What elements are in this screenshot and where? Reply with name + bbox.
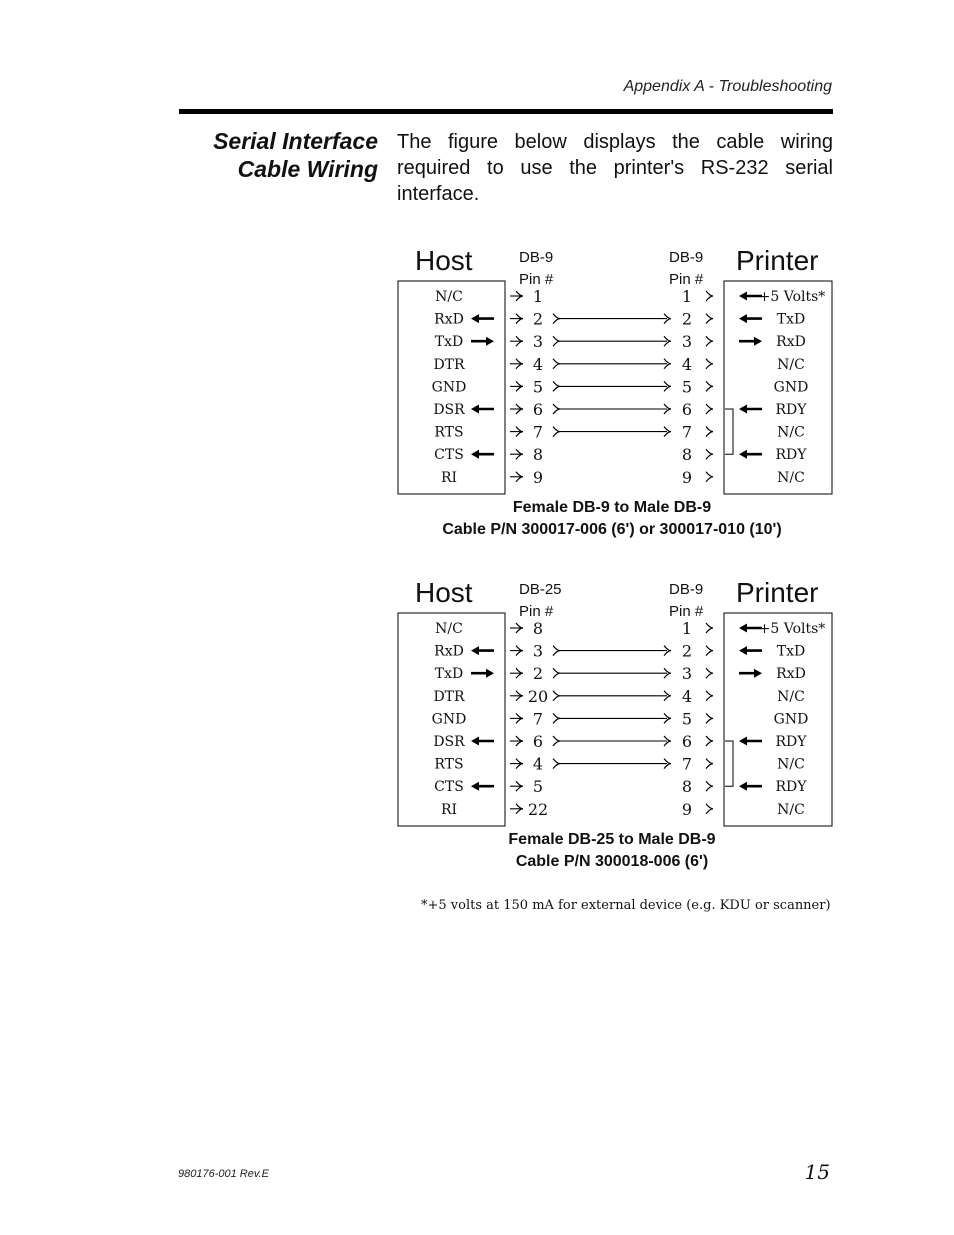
printer-pin-number: 8	[681, 445, 693, 465]
printer-signal-arrow-head	[754, 669, 762, 678]
printer-signal-label: RDY	[775, 402, 807, 418]
printer-signal-label: GND	[773, 711, 809, 728]
host-pin-number: 5	[532, 777, 544, 797]
printer-pin-chevron	[706, 623, 713, 633]
printer-pin-number: 1	[681, 619, 693, 638]
host-signal-arrow-head	[471, 782, 479, 791]
host-signal-label: GND	[431, 379, 467, 396]
printer-pin-number: 2	[681, 641, 693, 661]
printer-jumper	[725, 409, 733, 454]
printer-signal-label: RDY	[775, 447, 807, 464]
section-title-line-1: Serial Interface	[213, 128, 378, 154]
printer-title: Printer	[736, 577, 819, 608]
printer-pin-chevron	[706, 804, 713, 814]
host-signal-label: TxD	[434, 666, 464, 683]
printer-signal-label: N/C	[777, 688, 805, 705]
wire-start-chevron	[553, 646, 560, 656]
printer-signal-label: TxD	[776, 311, 806, 328]
page-header-title: Appendix A - Troubleshooting	[623, 78, 832, 95]
printer-signal-label: RDY	[775, 779, 807, 796]
printer-pin-chevron	[706, 668, 713, 678]
host-pin-number: 7	[532, 709, 544, 729]
cable-caption-line-1: Female DB-9 to Male DB-9	[512, 499, 712, 516]
host-pin-number: 6	[532, 732, 544, 751]
intro-paragraph: The figure below displays the cable wiring required to use the printer's RS-232 serial interface.	[397, 131, 833, 205]
printer-signal-arrow-head	[739, 405, 747, 414]
wire-start-chevron	[553, 336, 560, 346]
printer-signal-label: N/C	[777, 469, 805, 486]
printer-pin-number: 1	[681, 287, 693, 306]
host-signal-label: CTS	[434, 779, 464, 796]
printer-connector-label: DB-9	[669, 581, 704, 598]
printer-pin-number: 5	[681, 709, 693, 729]
host-signal-label: RTS	[434, 424, 464, 441]
host-pin-number: 4	[532, 354, 544, 374]
host-pin-number: 7	[532, 422, 544, 442]
wire-start-chevron	[553, 668, 560, 678]
printer-signal-label: TxD	[776, 643, 806, 660]
host-signal-label: RI	[440, 801, 458, 818]
printer-connector-label: DB-9	[669, 249, 704, 266]
host-pin-number: 3	[532, 332, 544, 352]
host-pin-number: 3	[532, 641, 544, 661]
printer-pin-number: 7	[681, 422, 693, 442]
host-signal-label: DSR	[433, 734, 465, 750]
host-signal-label: TxD	[434, 334, 464, 351]
printer-pin-number: 2	[681, 309, 693, 329]
host-pin-number: 8	[532, 619, 544, 638]
host-signal-arrow-head	[471, 450, 479, 459]
printer-signal-arrow-head	[739, 292, 747, 301]
printer-pin-chevron	[706, 472, 713, 482]
host-pin-number: 6	[532, 400, 544, 419]
printer-signal-label: +5 Volts*	[758, 621, 826, 637]
printer-pin-header: Pin #	[669, 271, 704, 288]
printer-signal-label: RDY	[775, 734, 807, 750]
host-signal-arrow-head	[486, 669, 494, 678]
printer-pin-chevron	[706, 381, 713, 391]
host-signal-label: DTR	[433, 688, 465, 705]
printer-signal-arrow-head	[754, 337, 762, 346]
printer-signal-label: RxD	[776, 666, 806, 683]
wire-start-chevron	[553, 691, 560, 701]
printer-signal-label: N/C	[777, 424, 805, 441]
host-signal-label: RI	[440, 469, 458, 486]
host-signal-label: GND	[431, 711, 467, 728]
printer-pin-chevron	[706, 691, 713, 701]
printer-signal-label: N/C	[777, 756, 805, 773]
host-pin-number: 2	[532, 664, 544, 684]
cable-caption-line-1: Female DB-25 to Male DB-9	[508, 831, 716, 848]
wire-start-chevron	[553, 736, 560, 746]
host-pin-number: 1	[532, 287, 544, 306]
host-title: Host	[415, 245, 473, 276]
printer-pin-number: 6	[681, 732, 693, 751]
host-pin-number: 20	[527, 686, 549, 706]
host-signal-label: N/C	[435, 289, 463, 305]
cable-caption-line-2: Cable P/N 300017-006 (6') or 300017-010 (10')	[442, 521, 782, 538]
document-number: 980176-001 Rev.E	[178, 1168, 269, 1180]
host-pin-number: 5	[532, 377, 544, 397]
section-title-line-2: Cable Wiring	[237, 156, 378, 182]
wire-start-chevron	[553, 359, 560, 369]
host-connector-label: DB-25	[519, 581, 562, 598]
printer-pin-number: 7	[681, 754, 693, 774]
printer-pin-chevron	[706, 713, 713, 723]
footnote: *+5 volts at 150 mA for external device (e.g. KDU or scanner)	[421, 898, 831, 913]
printer-pin-chevron	[706, 736, 713, 746]
cable-caption-line-2: Cable P/N 300018-006 (6')	[515, 853, 709, 870]
printer-signal-label: +5 Volts*	[758, 289, 826, 305]
printer-pin-number: 8	[681, 777, 693, 797]
printer-pin-chevron	[706, 427, 713, 437]
host-signal-arrow-head	[471, 405, 479, 414]
printer-pin-number: 3	[681, 664, 693, 684]
host-signal-label: RTS	[434, 756, 464, 773]
printer-pin-number: 4	[681, 354, 693, 374]
wire-start-chevron	[553, 404, 560, 414]
printer-signal-arrow-head	[739, 314, 747, 323]
host-signal-label: DSR	[433, 402, 465, 418]
wire-start-chevron	[553, 314, 560, 324]
section-title	[213, 127, 378, 183]
host-pin-number: 4	[532, 754, 544, 774]
host-signal-label: N/C	[435, 621, 463, 637]
wire-start-chevron	[553, 759, 560, 769]
printer-title: Printer	[736, 245, 819, 276]
printer-pin-number: 9	[681, 799, 693, 819]
printer-pin-number: 4	[681, 686, 693, 706]
printer-signal-arrow-head	[739, 646, 747, 655]
printer-pin-number: 6	[681, 400, 693, 419]
host-pin-header: Pin #	[519, 603, 554, 620]
printer-signal-label: GND	[773, 379, 809, 396]
printer-pin-number: 9	[681, 467, 693, 487]
host-pin-number: 22	[527, 799, 549, 819]
printer-signal-label: RxD	[776, 334, 806, 351]
printer-pin-chevron	[706, 359, 713, 369]
printer-pin-header: Pin #	[669, 603, 704, 620]
printer-jumper	[725, 741, 733, 786]
wiring-diagram-svg	[395, 570, 835, 875]
printer-signal-arrow-head	[739, 737, 747, 746]
host-pin-header: Pin #	[519, 271, 554, 288]
host-pin-number: 2	[532, 309, 544, 329]
printer-signal-arrow-head	[739, 450, 747, 459]
printer-pin-number: 5	[681, 377, 693, 397]
wiring-diagram-db9-db9	[395, 238, 835, 543]
printer-signal-arrow-head	[739, 624, 747, 633]
printer-pin-chevron	[706, 781, 713, 791]
host-signal-arrow-head	[486, 337, 494, 346]
host-signal-label: CTS	[434, 447, 464, 464]
wire-start-chevron	[553, 427, 560, 437]
wire-start-chevron	[553, 713, 560, 723]
host-pin-number: 8	[532, 445, 544, 465]
host-signal-arrow-head	[471, 314, 479, 323]
host-signal-label: DTR	[433, 356, 465, 373]
host-connector-label: DB-9	[519, 249, 554, 266]
printer-pin-chevron	[706, 449, 713, 459]
host-signal-arrow-head	[471, 737, 479, 746]
printer-pin-chevron	[706, 291, 713, 301]
host-signal-label: RxD	[434, 643, 464, 660]
printer-pin-chevron	[706, 336, 713, 346]
host-title: Host	[415, 577, 473, 608]
printer-pin-chevron	[706, 759, 713, 769]
header-rule	[179, 109, 833, 114]
printer-signal-label: N/C	[777, 356, 805, 373]
wiring-diagram-db25-db9	[395, 570, 835, 875]
wire-start-chevron	[553, 381, 560, 391]
printer-signal-label: N/C	[777, 801, 805, 818]
printer-signal-arrow-head	[739, 782, 747, 791]
page-number: 15	[804, 1160, 830, 1184]
host-signal-arrow-head	[471, 646, 479, 655]
printer-pin-chevron	[706, 646, 713, 656]
printer-pin-number: 3	[681, 332, 693, 352]
printer-pin-chevron	[706, 314, 713, 324]
host-signal-label: RxD	[434, 311, 464, 328]
wiring-diagram-svg	[395, 238, 835, 543]
host-pin-number: 9	[532, 467, 544, 487]
printer-pin-chevron	[706, 404, 713, 414]
